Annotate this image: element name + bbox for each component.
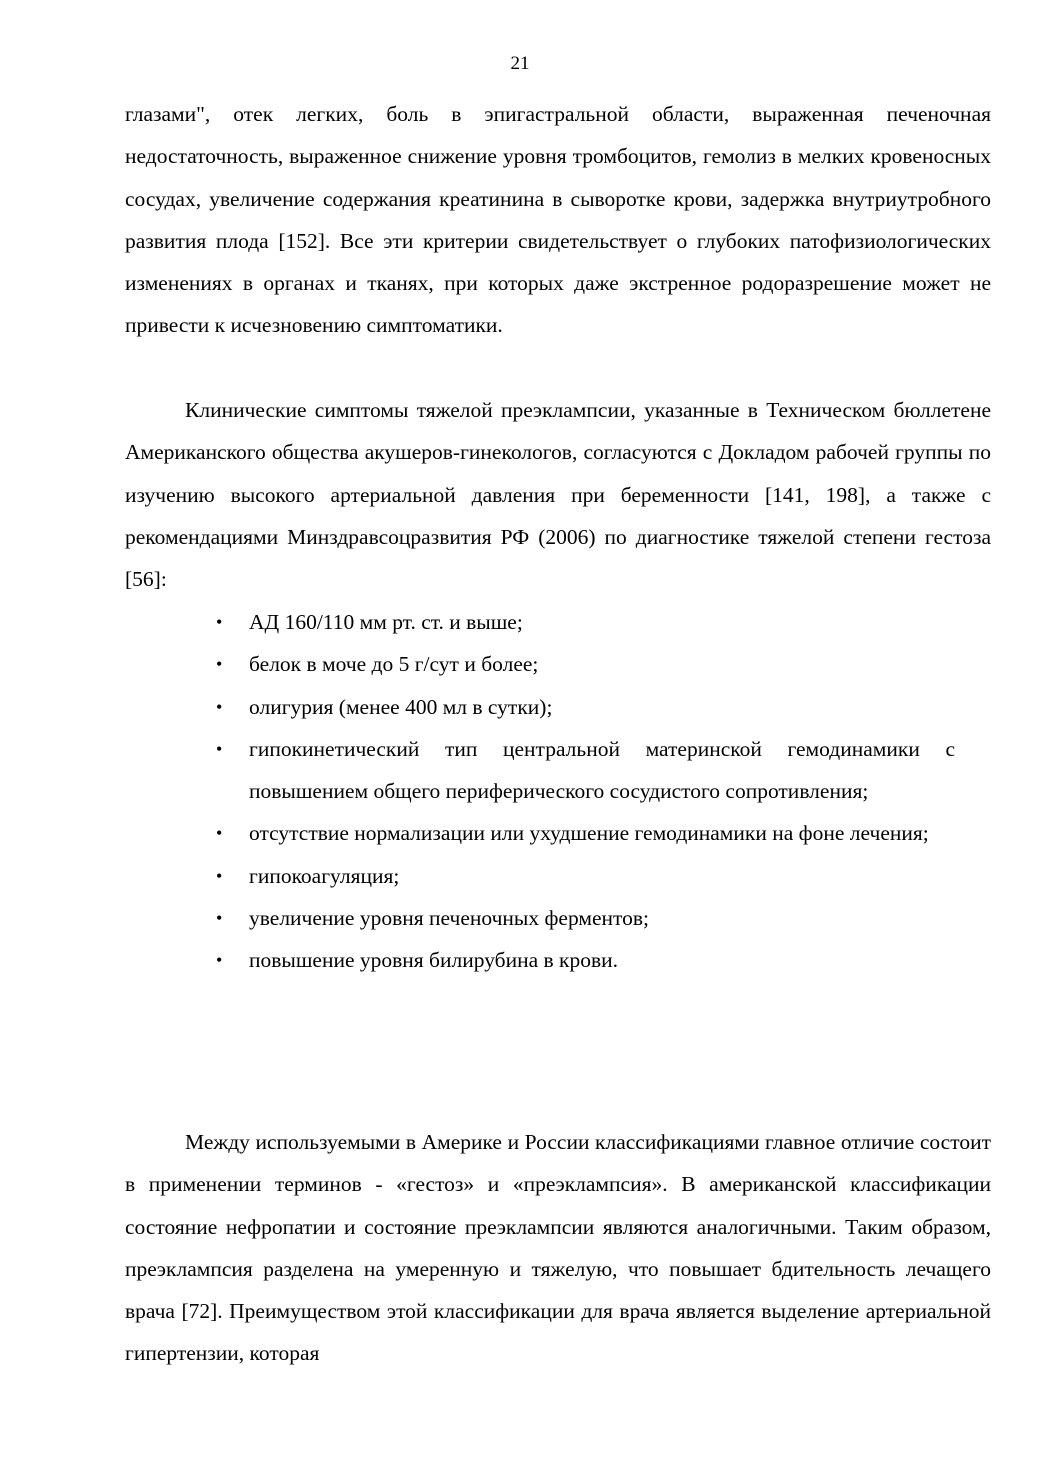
list-item-text: гипокоагуляция; xyxy=(249,863,400,888)
bullet-icon: • xyxy=(216,654,223,675)
list-item xyxy=(125,897,955,939)
bullet-icon: • xyxy=(216,696,223,717)
list-item xyxy=(125,939,955,981)
list-item-text: АД 160/110 мм рт. ст. и выше; xyxy=(249,610,523,634)
page-number: 21 xyxy=(510,53,530,74)
list-item-text: повышение уровня билирубина в крови. xyxy=(249,948,619,973)
list-item-text: олигурия (менее 400 мл в сутки); xyxy=(249,694,553,719)
bullet-icon: • xyxy=(216,612,223,632)
symptom-list xyxy=(125,601,955,982)
list-item xyxy=(125,686,955,728)
list-item xyxy=(125,728,955,813)
list-item-text: увеличение уровня печеночных ферментов; xyxy=(249,906,650,931)
paragraph-clinical-symptoms: Клинические симптомы тяжелой преэклампсии, указанные в Техническом бюллетене Американского общества акушеров-гинекологов, согласуются с Докладом рабочей группы по изучению высокого артериальной давления при беременности [141, 198], а также с рекомендациями Минздравсоцразвития РФ (2006) по диагностике тяжелой степени гестоза [56]: xyxy=(125,398,991,592)
list-item xyxy=(125,812,955,854)
bullet-icon: • xyxy=(216,738,223,759)
list-item-text: гипокинетический тип центральной материнской гемодинамики с повышением общего периферического сосудистого сопротивления; xyxy=(249,736,955,804)
list-item-text: белок в моче до 5 г/сут и более; xyxy=(249,652,539,677)
bullet-icon: • xyxy=(216,823,223,844)
bullet-icon: • xyxy=(216,950,223,971)
paragraph-classification-difference: Между используемыми в Америке и России классификациями главное отличие состоит в применении терминов - «гестоз» и «преэклампсия». В американской классификации состояние нефропатии и состояние преэклампсии являются аналогичными. Таким образом, преэклампсия разделена на умеренную и тяжелую, что повышает бдительность лечащего врача [72]. Преимуществом этой классификации для врача является выделение артериальной гипертензии, которая xyxy=(125,1130,991,1366)
list-item xyxy=(125,855,955,897)
bullet-icon: • xyxy=(216,865,223,886)
list-item xyxy=(125,643,955,685)
list-item-text: отсутствие нормализации или ухудшение гемодинамики на фоне лечения; xyxy=(249,821,929,846)
bullet-icon: • xyxy=(216,908,223,929)
list-item xyxy=(125,601,955,643)
paragraph-continuation: глазами", отек легких, боль в эпигастральной области, выраженная печеночная недостаточность, выраженное снижение уровня тромбоцитов, гемолиз в мелких кровеносных сосудах, увеличение содержания креатинина в сыворотке крови, задержка внутриутробного развития плода [152]. Все эти критерии свидетельствует о глубоких патофизиологических изменениях в органах и тканях, при которых даже экстренное родоразрешение может не привести к исчезновению симптоматики. xyxy=(125,102,991,338)
